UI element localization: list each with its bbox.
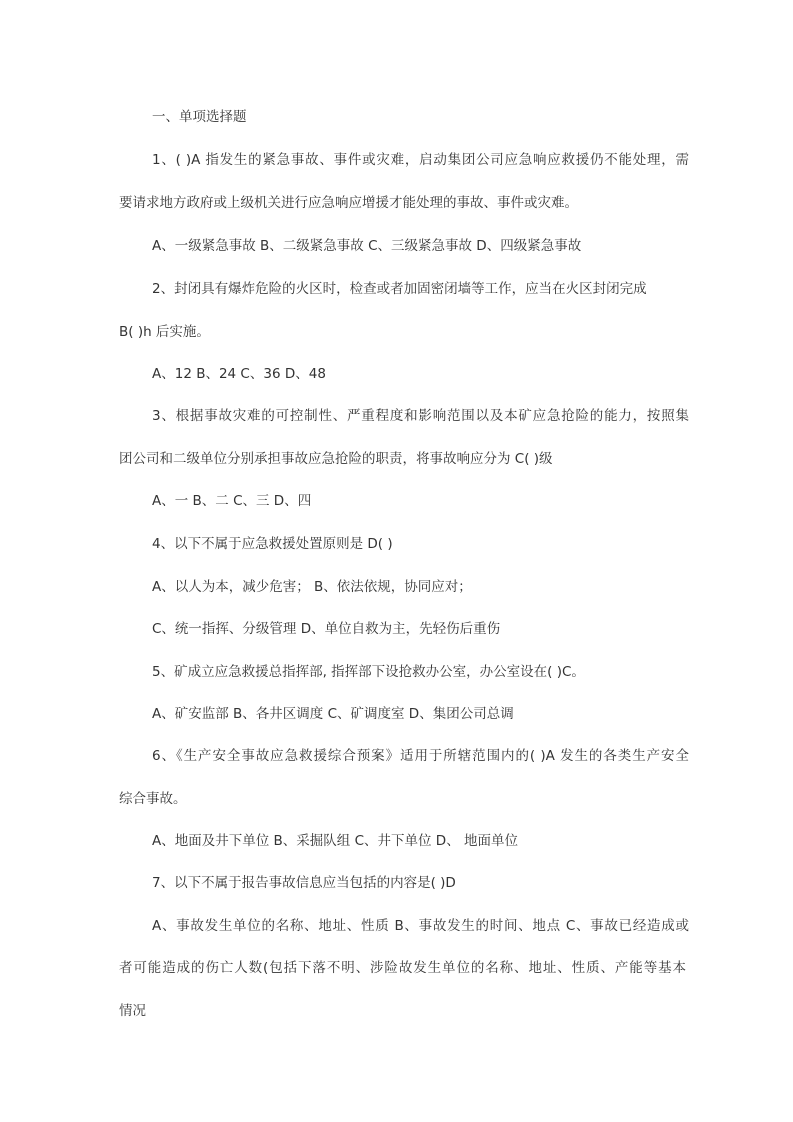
question-3-line-2: 团公司和二级单位分别承担事故应急抢险的职责，将事故响应分为 C( )级 (119, 451, 553, 467)
question-4-options-2: C、统一指挥、分级管理 D、单位自救为主，先轻伤后重伤 (152, 621, 501, 637)
question-1-line-1: 1、( )A 指发生的紧急事故、事件或灾难，启动集团公司应急响应救援仍不能处理，需 (152, 152, 689, 168)
question-2-line-1: 2、封闭具有爆炸危险的火区时，检查或者加固密闭墙等工作，应当在火区封闭完成 (152, 281, 647, 297)
question-3-line-1: 3、根据事故灾难的可控制性、严重程度和影响范围以及本矿应急抢险的能力，按照集 (152, 408, 689, 424)
question-7-line-1: 7、以下不属于报告事故信息应当包括的内容是( )D (152, 875, 456, 891)
question-1-line-2: 要请求地方政府或上级机关进行应急响应增援才能处理的事故、事件或灾难。 (119, 195, 578, 211)
question-3-options: A、一 B、二 C、三 D、四 (152, 493, 312, 509)
question-6-line-2: 综合事故。 (119, 791, 187, 807)
question-2-line-2: B( )h 后实施。 (119, 324, 210, 340)
question-4-options-1: A、以人为本，减少危害； B、依法依规，协同应对； (152, 579, 472, 595)
question-7-options-line-1: A、事故发生单位的名称、地址、性质 B、事故发生的时间、地点 C、事故已经造成或 (152, 918, 689, 934)
question-2-options: A、12 B、24 C、36 D、48 (152, 366, 326, 382)
question-5-line-1: 5、矿成立应急救援总指挥部, 指挥部下设抢救办公室，办公室设在( )C。 (152, 664, 585, 680)
question-6-options: A、地面及井下单位 B、采掘队组 C、井下单位 D、 地面单位 (152, 833, 518, 849)
question-7-options-line-3: 情况 (119, 1003, 146, 1019)
question-4-line-1: 4、以下不属于应急救援处置原则是 D( ) (152, 536, 393, 552)
section-heading: 一、单项选择题 (152, 109, 247, 125)
question-1-options: A、一级紧急事故 B、二级紧急事故 C、三级紧急事故 D、四级紧急事故 (152, 238, 582, 254)
question-6-line-1: 6、《生产安全事故应急救援综合预案》适用于所辖范围内的( )A 发生的各类生产安全 (152, 748, 689, 764)
question-7-options-line-2: 者可能造成的伤亡人数(包括下落不明、涉险故发生单位的名称、地址、性质、产能等基本 (119, 960, 686, 976)
question-5-options: A、矿安监部 B、各井区调度 C、矿调度室 D、集团公司总调 (152, 706, 514, 722)
